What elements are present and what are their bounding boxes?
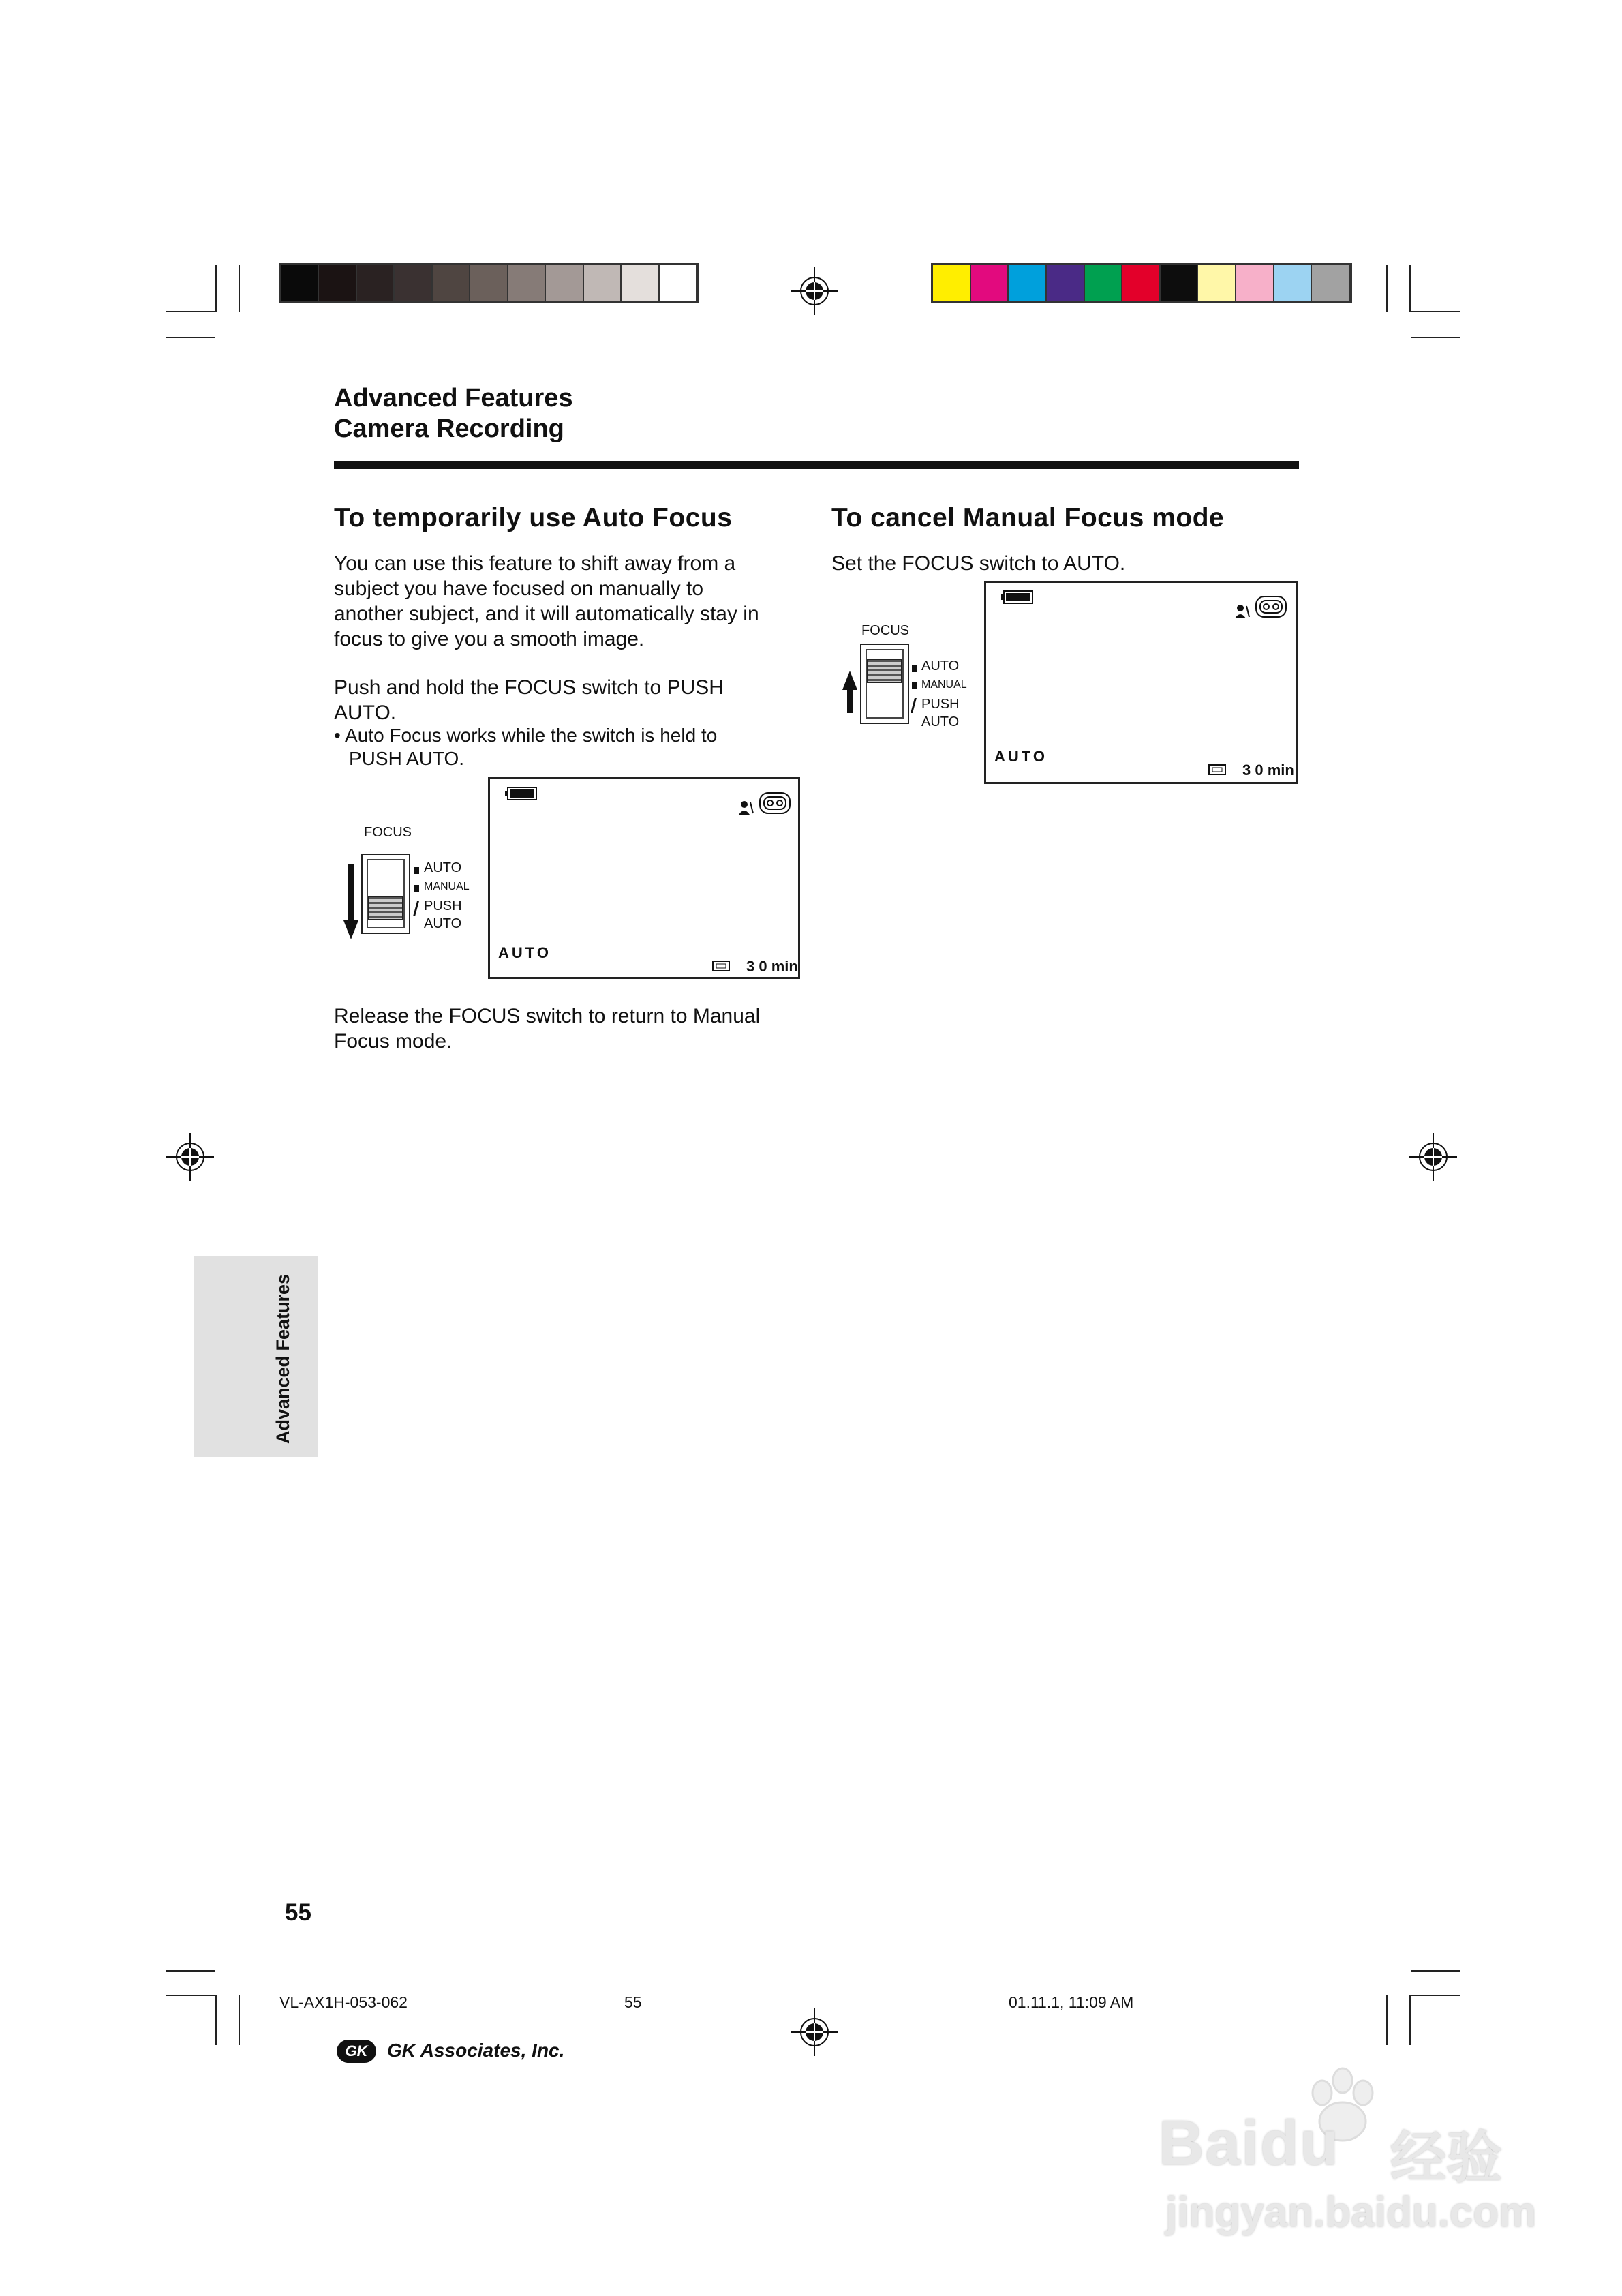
switch-body <box>361 854 410 934</box>
color-swatch <box>584 265 622 301</box>
footer-file: VL-AX1H-053-062 <box>279 1993 408 2011</box>
footer-page: 55 <box>624 1993 642 2011</box>
section-header <box>334 383 573 444</box>
viewfinder-screen-right <box>984 581 1298 784</box>
instruction-paragraph: Push and hold the FOCUS switch to PUSH AUTO. <box>334 676 724 724</box>
color-swatch <box>395 265 432 301</box>
focus-mode-readout: AUTO <box>498 944 551 961</box>
page-number: 55 <box>285 1899 311 1926</box>
side-tab <box>194 1256 318 1457</box>
color-swatch <box>1122 265 1161 301</box>
color-swatch <box>1274 265 1313 301</box>
tape-remaining-time: 3 0 min <box>746 958 798 975</box>
color-swatch <box>1236 265 1274 301</box>
color-swatch <box>622 265 659 301</box>
arrow-down-icon <box>343 864 358 941</box>
focus-mode-readout: AUTO <box>994 748 1047 765</box>
registration-mark-icon <box>166 1133 214 1181</box>
arrow-up-icon <box>842 671 857 713</box>
footer-date: 01.11.1, 11:09 AM <box>1009 1993 1134 2011</box>
color-swatch <box>1198 265 1236 301</box>
tape-cassette-icon <box>759 791 791 815</box>
color-swatch <box>1047 265 1085 301</box>
release-paragraph: Release the FOCUS switch to return to Manual Focus mode. <box>334 1005 761 1053</box>
intro-paragraph: You can use this feature to shift away from a subject you have focused on manually to another subject, and it will automatically stay in focus to give you a smooth image. <box>334 552 759 650</box>
tape-remaining-icon <box>1208 764 1226 775</box>
switch-knob <box>867 659 902 683</box>
color-swatch <box>1085 265 1123 301</box>
tape-remaining-icon <box>712 961 730 971</box>
gk-logo: GK <box>337 2040 376 2063</box>
registration-mark-icon <box>791 2008 838 2056</box>
section-title-cancel-manual: To cancel Manual Focus mode <box>831 503 1225 532</box>
focus-label: FOCUS <box>364 825 412 840</box>
section-title-auto-focus: To temporarily use Auto Focus <box>334 503 733 532</box>
color-swatch <box>546 265 583 301</box>
color-swatch <box>319 265 356 301</box>
switch-knob <box>368 896 403 920</box>
color-swatch <box>1161 265 1199 301</box>
color-swatch <box>357 265 395 301</box>
grayscale-bar <box>279 263 699 303</box>
cancel-instruction: Set the FOCUS switch to AUTO. <box>831 552 1126 575</box>
battery-icon <box>1001 590 1034 605</box>
color-swatch <box>433 265 470 301</box>
header-line-2: Camera Recording <box>334 414 564 443</box>
color-swatch <box>1009 265 1047 301</box>
color-bar <box>931 263 1352 303</box>
color-swatch <box>281 265 319 301</box>
color-swatch <box>470 265 508 301</box>
color-swatch <box>971 265 1009 301</box>
bullet-note: • Auto Focus works while the switch is held to PUSH AUTO. <box>334 725 718 769</box>
company-name: GK Associates, Inc. <box>387 2040 565 2061</box>
manual-focus-person-icon <box>1234 603 1251 620</box>
side-tab-label: Advanced Features <box>273 1273 293 1444</box>
registration-mark-icon <box>1409 1133 1457 1181</box>
switch-body <box>860 644 909 724</box>
color-swatch <box>933 265 971 301</box>
tape-cassette-icon <box>1255 595 1287 618</box>
header-line-1: Advanced Features <box>334 384 573 412</box>
battery-icon <box>505 786 538 801</box>
viewfinder-screen <box>488 777 800 979</box>
manual-focus-person-icon <box>738 800 754 816</box>
color-swatch <box>508 265 546 301</box>
registration-mark-icon <box>791 267 838 315</box>
tape-remaining-time: 3 0 min <box>1242 761 1294 779</box>
header-rule <box>334 461 1299 469</box>
color-swatch <box>1312 265 1350 301</box>
color-swatch <box>660 265 697 301</box>
